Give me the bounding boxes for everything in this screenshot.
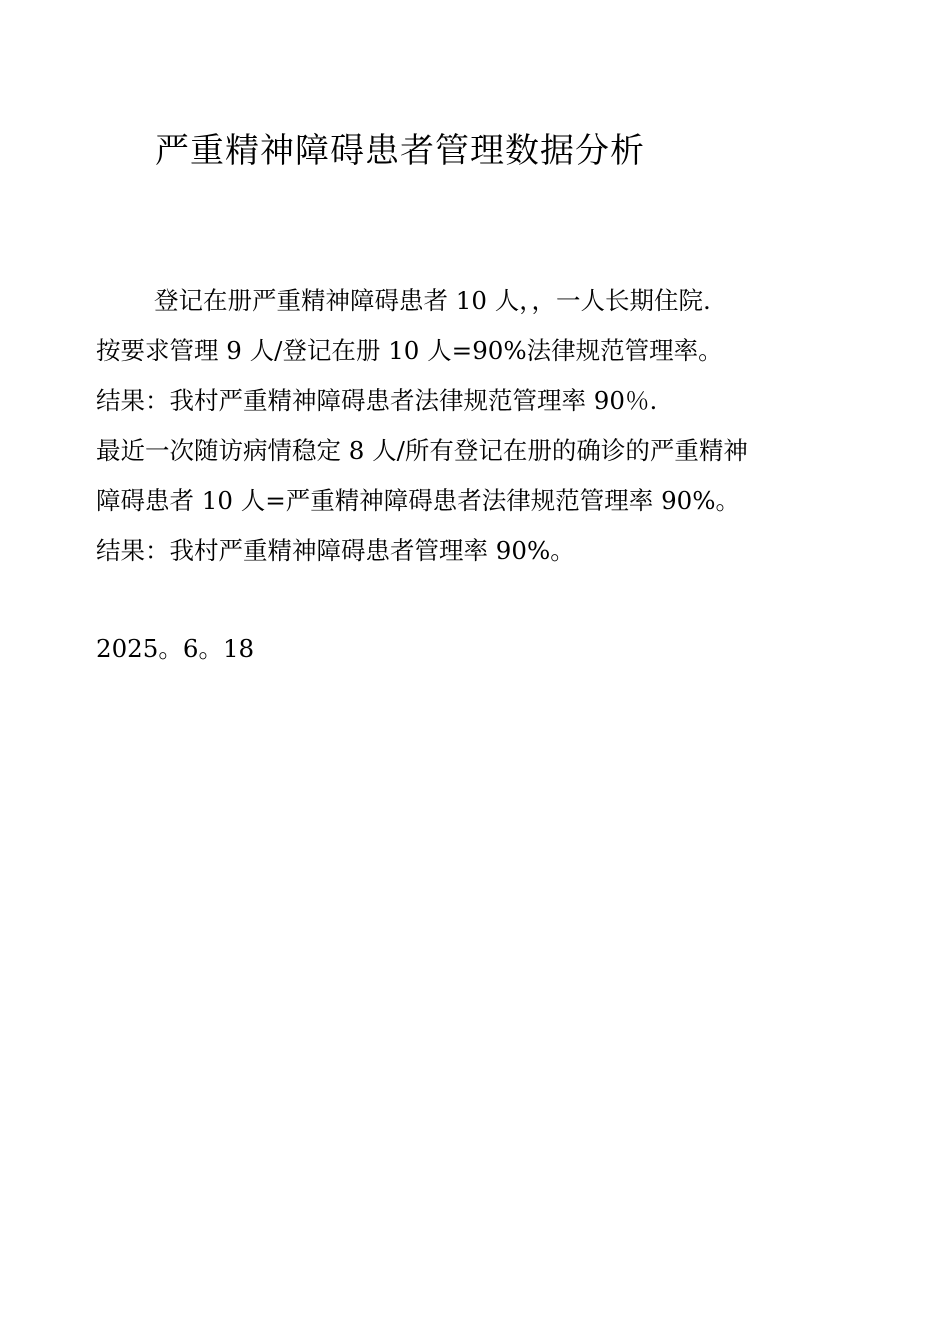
document-date: 2025。6。18 [96, 634, 255, 663]
body-line-result-management: 结果：我村严重精神障碍患者管理率 90%。 [96, 536, 575, 565]
body-line-followup-continued: 障碍患者 10 人=严重精神障碍患者法律规范管理率 90%。 [96, 486, 741, 515]
body-line-followup: 最近一次随访病情稳定 8 人/所有登记在册的确诊的严重精神 [96, 436, 748, 465]
body-line-result-legal: 结果：我村严重精神障碍患者法律规范管理率 90％. [96, 386, 658, 415]
body-line-managed: 按要求管理 9 人/登记在册 10 人=90%法律规范管理率。 [96, 336, 723, 365]
document-title: 严重精神障碍患者管理数据分析 [155, 131, 645, 171]
document-body [96, 276, 876, 576]
body-line-registered: 登记在册严重精神障碍患者 10 人，，一人长期住院. [154, 286, 711, 315]
